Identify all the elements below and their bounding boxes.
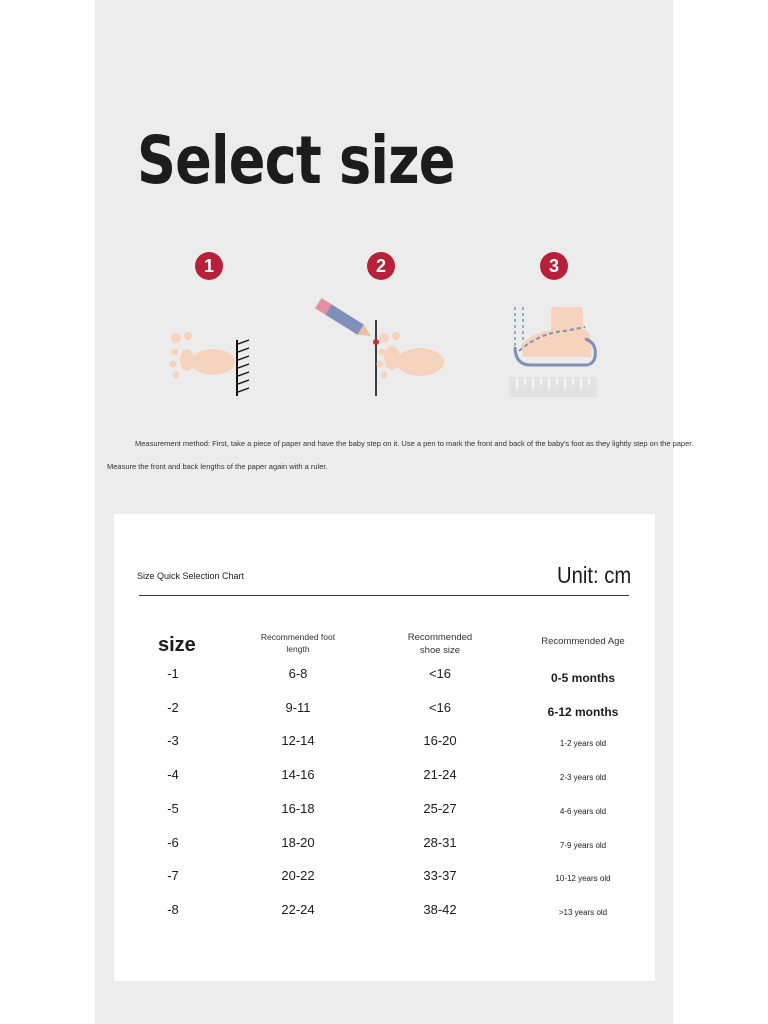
table-cell-size: -8: [167, 901, 179, 917]
header-foot-length: [248, 631, 348, 655]
table-cell-shoe: 33-37: [423, 868, 457, 884]
table-cell-size: -3: [167, 733, 179, 749]
table-cell-shoe: 38-42: [423, 901, 457, 917]
table-cell-age: 2-3 years old: [559, 773, 607, 783]
table-cell-shoe: 16-20: [423, 733, 457, 749]
table-cell-shoe: 25-27: [423, 800, 457, 816]
header-age: Recommended Age: [541, 636, 625, 647]
header-size: size: [158, 634, 196, 656]
table-cell-age: 7-9 years old: [559, 840, 607, 850]
table-cell-shoe: 21-24: [423, 767, 457, 783]
header-foot-length-line1: Recommended foot: [260, 632, 336, 642]
table-cell-shoe: 28-31: [423, 834, 457, 850]
header-shoe-size-line1: Recommended: [407, 632, 473, 643]
table-cell-shoe: <16: [428, 666, 452, 681]
step-1-badge: 1: [195, 252, 223, 280]
foot-print-icon: [165, 330, 260, 400]
table-cell-size: -1: [167, 666, 179, 681]
table-cell-age: 1-2 years old: [559, 739, 607, 749]
table-cell-age: 0-5 months: [550, 671, 615, 685]
table-cell-age: 4-6 years old: [559, 806, 607, 816]
table-cell-size: -7: [167, 868, 179, 884]
table-cell-size: -6: [167, 834, 179, 850]
pencil-marking-icon: [312, 298, 452, 400]
shoe-ruler-icon: [505, 305, 605, 400]
page-title: Select size: [137, 122, 455, 199]
table-cell-length: 9-11: [285, 699, 311, 715]
table-cell-age: 10-12 years old: [555, 874, 611, 884]
size-chart-title: Size Quick Selection Chart: [137, 571, 245, 581]
step-2-badge: 2: [367, 252, 395, 280]
table-cell-shoe: <16: [428, 699, 452, 715]
table-cell-length: 12-14: [281, 733, 315, 749]
table-cell-length: 6-8: [288, 666, 308, 681]
table-cell-size: -2: [167, 699, 179, 715]
table-cell-length: 16-18: [281, 800, 315, 816]
table-cell-age: 6-12 months: [547, 704, 619, 719]
header-shoe-size-line2: shoe size: [419, 645, 461, 656]
table-cell-age: >13 years old: [558, 907, 608, 917]
table-cell-size: -4: [167, 767, 179, 783]
header-shoe-size: [390, 631, 490, 657]
table-cell-size: -5: [167, 800, 179, 816]
table-cell-length: 18-20: [281, 834, 315, 850]
divider: [139, 595, 629, 596]
unit-label: Unit: cm: [557, 562, 632, 588]
table-cell-length: 14-16: [281, 767, 315, 783]
header-foot-length-line2: length: [286, 644, 310, 654]
instruction-line-1: Measurement method: First, take a piece of paper and have the baby step on it. Use a pen to mark the front and back of the baby's foot as they lightly step on the paper.: [135, 439, 694, 448]
step-3-badge: 3: [540, 252, 568, 280]
instruction-line-2: Measure the front and back lengths of the paper again with a ruler.: [107, 462, 328, 471]
table-cell-length: 22-24: [281, 901, 315, 917]
table-cell-length: 20-22: [281, 868, 315, 884]
